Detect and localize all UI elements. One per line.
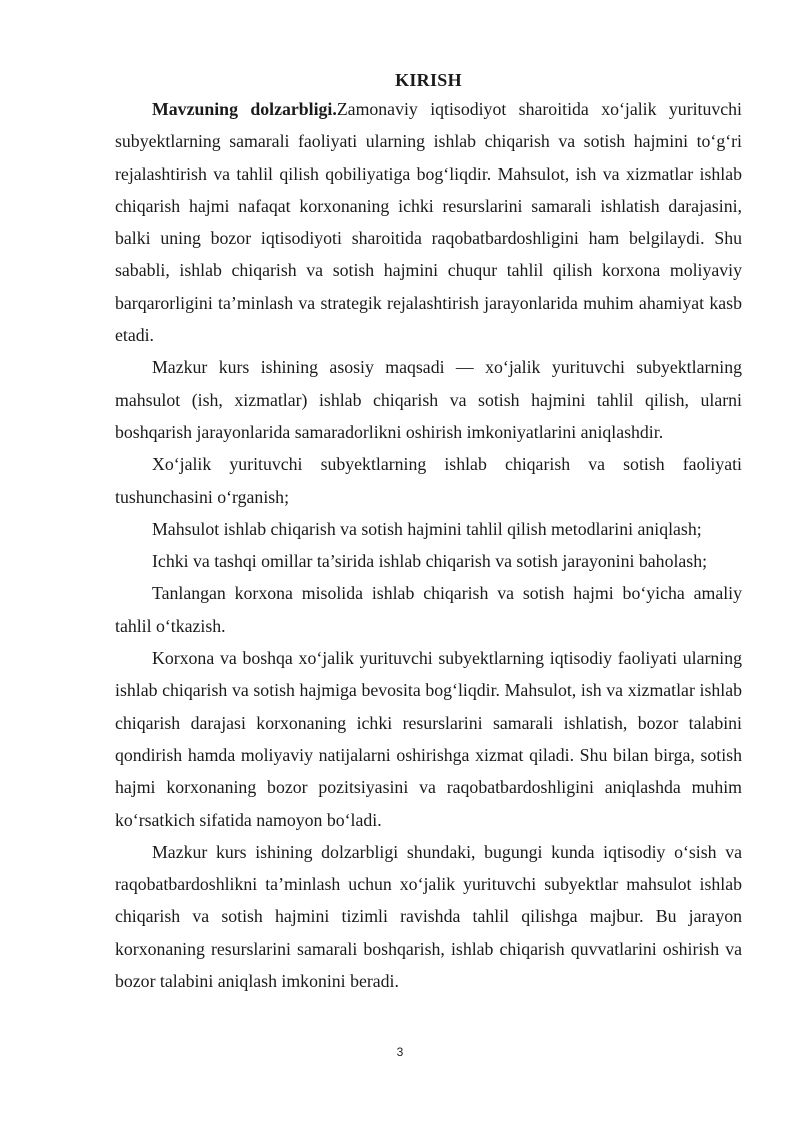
section-title: KIRISH bbox=[395, 70, 462, 90]
paragraph-relevance: Mazkur kurs ishining dolzarbligi shundaki, bugungi kunda iqtisodiy o‘sish va raqobatbardoshlikni ta’minlash uchun xo‘jalik yurituvchi subyektlar mahsulot ishlab chiqarish va sotish hajmini tizimli ravishda tahlil qilishga majbur. Bu jarayon korxonaning resurslarini samarali boshqarish, ishlab chiqarish quvvatlarini oshirish va bozor talabini aniqlash imkonini beradi. bbox=[115, 841, 742, 992]
paragraph-task-1: Xo‘jalik yurituvchi subyektlarning ishlab chiqarish va sotish faoliyati tushunchasini o‘rganish; bbox=[115, 454, 742, 507]
intro-lead: Mavzuning dolzarbligi. bbox=[152, 99, 337, 119]
document-page bbox=[115, 69, 742, 997]
intro-text: Zamonaviy iqtisodiyot sharoitida xo‘jalik yurituvchi subyektlarning samarali faoliyati ularning ishlab chiqarish va sotish hajmini to‘g‘ri rejalashtirish va tahlil qilish qobiliyatiga bog‘liqdir. Mahsulot, ish va xizmatlar ishlab chiqarish hajmi nafaqat korxonaning ichki resurslarini samarali ishlatish darajasini, balki uning bozor iqtisodiyoti sharoitida raqobatbardoshligini ham belgilaydi. Shu sababli, ishlab chiqarish va sotish hajmini chuqur tahlil qilish korxona moliyaviy barqarorligini ta’minlash va strategik rejalashtirish jarayonlarida muhim ahamiyat kasb etadi. bbox=[115, 99, 742, 346]
paragraph-task-4: Tanlangan korxona misolida ishlab chiqarish va sotish hajmi bo‘yicha amaliy tahlil o‘tkazish. bbox=[115, 583, 742, 636]
paragraph-aim: Mazkur kurs ishining asosiy maqsadi — xo‘jalik yurituvchi subyektlarning mahsulot (ish, xizmatlar) ishlab chiqarish va sotish hajmini tahlil qilish, ularni boshqarish jarayonlarida samaradorlikni oshirish imkoniyatlarini aniqlashdir. bbox=[115, 357, 742, 442]
paragraph-task-3: Ichki va tashqi omillar ta’sirida ishlab chiqarish va sotish jarayonini baholash; bbox=[152, 551, 708, 572]
page-number: 3 bbox=[396, 1045, 404, 1059]
intro-paragraph bbox=[115, 93, 742, 351]
paragraph-task-2: Mahsulot ishlab chiqarish va sotish hajmini tahlil qilish metodlarini aniqlash; bbox=[152, 518, 702, 539]
paragraph-economic-activity: Korxona va boshqa xo‘jalik yurituvchi subyektlarning iqtisodiy faoliyati ularning ishlab chiqarish va sotish hajmiga bevosita bog‘liqdir. Mahsulot, ish va xizmatlar ishlab chiqarish darajasi korxonaning ichki resurslarini samarali ishlatish, bozor talabini qondirish hamda moliyaviy natijalarni oshirishga xizmat qiladi. Shu bilan birga, sotish hajmi korxonaning bozor pozitsiyasini va raqobatbardoshligini aniqlashda muhim ko‘rsatkich sifatida namoyon bo‘ladi. bbox=[115, 648, 742, 830]
